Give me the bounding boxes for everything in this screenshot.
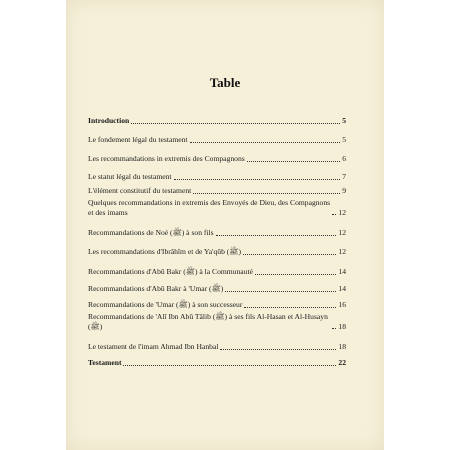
dot-leader <box>216 235 337 236</box>
dot-leader <box>332 214 336 215</box>
toc-entry <box>88 154 346 164</box>
toc-entry-label: Recommandations d'Abû Bakr à 'Umar (ﷺ) <box>88 284 224 293</box>
page-title: Table <box>209 75 241 90</box>
toc-entry <box>88 172 346 182</box>
toc-entry-label: Introduction <box>88 116 130 125</box>
book-page <box>66 0 384 450</box>
toc-entry <box>88 116 346 126</box>
toc-entry-label: L'élément constitutif du testament <box>88 186 192 195</box>
toc-entry <box>88 284 346 294</box>
toc-entry-label: Le statut légal du testament <box>88 172 172 181</box>
toc-entry-label: Recommandations de 'Umar (ﷺ) à son successeur <box>88 300 243 309</box>
toc-entry-page: 16 <box>338 300 346 309</box>
toc-entry <box>88 267 346 277</box>
toc-entry-label: Quelques recommandations in extremis des Envoyés de Dieu, des Compagnons et des imams <box>88 198 331 217</box>
toc-entry-page: 6 <box>342 154 346 163</box>
toc-entry <box>88 247 346 257</box>
toc-entry-label: Recommandations de Noé (ﷺ) à son fils <box>88 228 214 237</box>
toc-entry <box>88 300 346 310</box>
toc-entry-label: Les recommandations d'Ibrâhîm et de Ya'qûb (ﷺ) <box>88 247 242 256</box>
toc-entry-page: 18 <box>338 342 346 351</box>
toc-entry-page: 14 <box>338 284 346 293</box>
toc-entry <box>88 228 346 238</box>
toc-entry-page: 9 <box>342 186 346 195</box>
toc-entry <box>88 198 346 217</box>
dot-leader <box>244 307 336 308</box>
toc-entry <box>88 358 346 368</box>
dot-leader <box>255 274 336 275</box>
dot-leader <box>247 161 341 162</box>
dot-leader <box>193 193 340 194</box>
toc-entry-page: 5 <box>342 116 346 125</box>
dot-leader <box>174 179 341 180</box>
toc-entry-label: Le testament de l'imam Ahmad Ibn Hanbal <box>88 342 219 351</box>
toc-entry-page: 12 <box>338 247 346 256</box>
toc-entry-page: 12 <box>338 228 346 237</box>
toc-entry-page: 12 <box>338 207 346 217</box>
toc-entry-page: 22 <box>338 358 346 367</box>
dot-leader <box>190 142 341 143</box>
toc-entry-label: Recommandations de 'Alî Ibn Abû Tâlib (ﷺ) à ses fils Al-Hasan et Al-Husayn (ﷺ) <box>88 312 328 331</box>
toc-entry-page: 18 <box>338 321 346 331</box>
toc-entry-label: Recommandations d'Abû Bakr (ﷺ) à la Communauté <box>88 267 253 276</box>
toc-entry-label: Le fondement légal du testament <box>88 135 188 144</box>
dot-leader <box>225 291 336 292</box>
toc-entry-label: Testament <box>88 358 122 367</box>
dot-leader <box>332 328 336 329</box>
dot-leader <box>220 349 336 350</box>
dot-leader <box>243 254 336 255</box>
toc-entry <box>88 312 346 331</box>
toc-entry <box>88 342 346 352</box>
dot-leader <box>123 365 336 366</box>
toc-entry <box>88 186 346 196</box>
toc-entry <box>88 135 346 145</box>
toc-entry-page: 14 <box>338 267 346 276</box>
toc-entry-label: Les recommandations in extremis des Compagnons <box>88 154 245 163</box>
toc-entry-page: 5 <box>342 135 346 144</box>
dot-leader <box>131 123 340 124</box>
toc-entry-page: 7 <box>342 172 346 181</box>
